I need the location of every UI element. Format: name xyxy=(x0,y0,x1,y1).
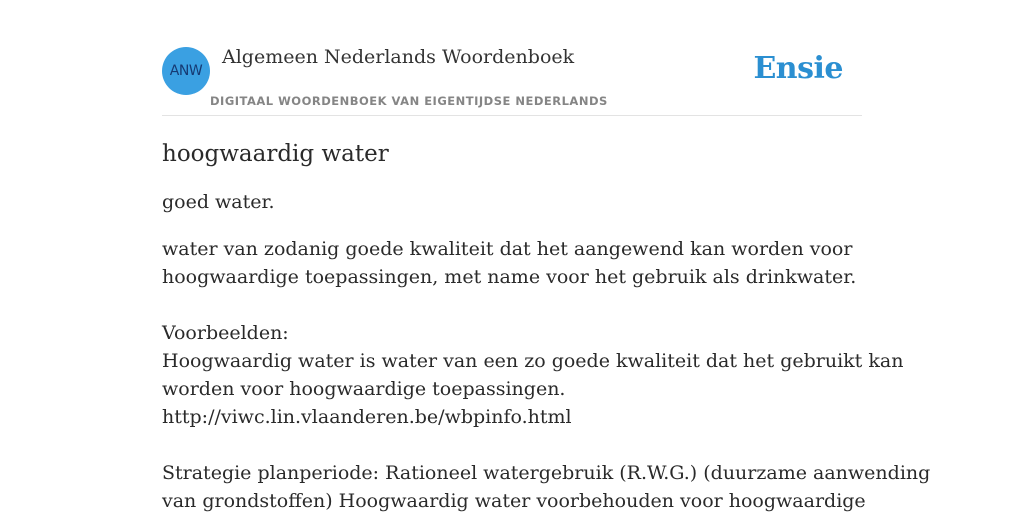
example-line: Strategie planperiode: Rationeel watergebruik (R.W.G.) (duurzame aanwending xyxy=(162,462,931,484)
long-definition xyxy=(162,235,931,512)
site-title[interactable]: Algemeen Nederlands Woordenboek xyxy=(222,46,575,68)
definition-line: water van zodanig goede kwaliteit dat het aangewend kan worden voor xyxy=(162,238,853,260)
spacer xyxy=(162,291,862,319)
logo-text: ANW xyxy=(169,63,203,79)
site-header xyxy=(162,46,862,116)
anw-logo[interactable] xyxy=(162,47,210,95)
ensie-logo[interactable]: Ensie xyxy=(753,51,843,86)
example-line: worden voor hoogwaardige toepassingen. xyxy=(162,378,566,400)
example-source: http://viwc.lin.vlaanderen.be/wbpinfo.html xyxy=(162,406,572,428)
entry-content xyxy=(162,138,931,512)
example-line: van grondstoffen) Hoogwaardig water voorbehouden voor hoogwaardige xyxy=(162,490,866,512)
example-line: Hoogwaardig water is water van een zo goede kwaliteit dat het gebruikt kan xyxy=(162,350,904,372)
examples-heading: Voorbeelden: xyxy=(162,322,289,344)
definition-line: hoogwaardige toepassingen, met name voor het gebruik als drinkwater. xyxy=(162,266,857,288)
spacer xyxy=(162,431,862,459)
site-subtitle: DIGITAAL WOORDENBOEK VAN EIGENTIJDSE NEDERLANDS xyxy=(210,94,608,108)
entry-term: hoogwaardig water xyxy=(162,141,389,167)
short-definition: goed water. xyxy=(162,191,275,213)
